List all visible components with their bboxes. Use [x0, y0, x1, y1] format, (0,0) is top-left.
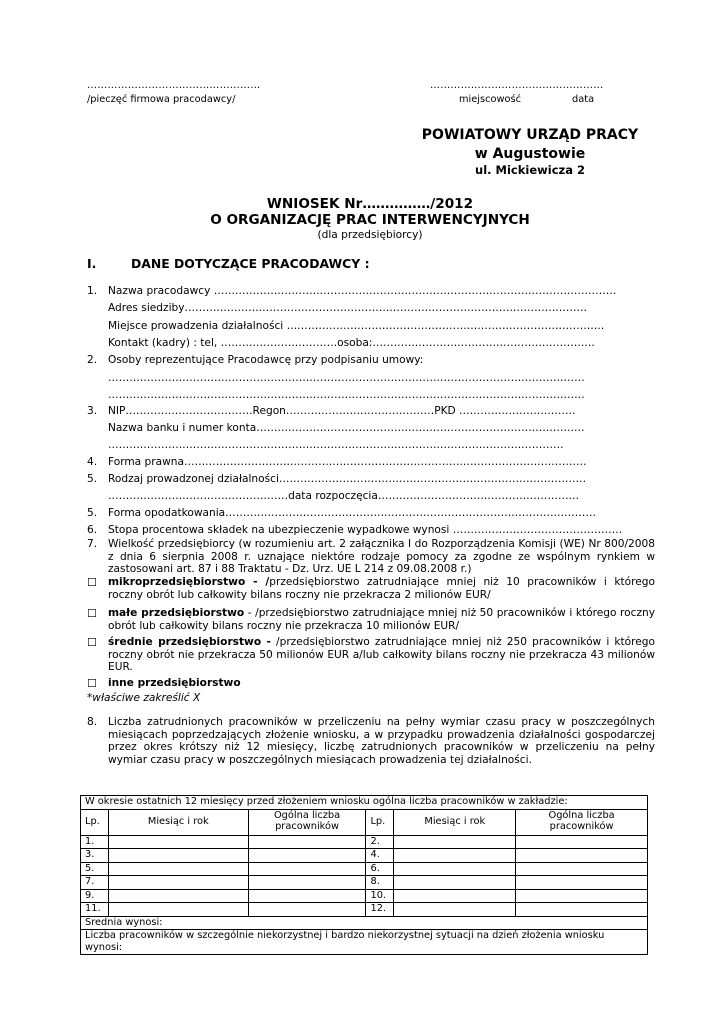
- micro-label: mikroprzedsiębiorstwo - /: [108, 576, 270, 588]
- micro-text: przedsiębiorstwo zatrudniające mniej niż 10 pracowników i którego roczny obrót lub całkowity bilans roczny nie przekracza 2 milionów EUR/: [108, 576, 656, 601]
- stamp-dots: ……………………………………………: [87, 80, 261, 91]
- item-number: 2.: [87, 354, 98, 366]
- header-total-2: Ogólna liczba pracowników: [516, 809, 648, 835]
- total-cell[interactable]: [248, 876, 366, 890]
- total-cell[interactable]: [516, 835, 648, 849]
- row-lp: 7.: [81, 876, 109, 890]
- month-cell[interactable]: [108, 876, 248, 890]
- form-audience: (dla przedsiębiorcy): [317, 229, 423, 241]
- total-cell[interactable]: [248, 862, 366, 876]
- header-lp-2: Lp.: [366, 809, 394, 835]
- disadvantaged-row[interactable]: Liczba pracowników w szczególnie niekorzystnej i bardzo niekorzystnej sytuacji na dzień złożenia wniosku wynosi:: [81, 930, 648, 955]
- row-lp: 3.: [81, 849, 109, 863]
- header-lp: Lp.: [81, 809, 109, 835]
- item-number: 6.: [87, 524, 98, 536]
- item-number: 4.: [87, 456, 98, 468]
- month-cell[interactable]: [108, 835, 248, 849]
- small-text: - /przedsiębiorstwo zatrudniające mniej niż 50 pracowników i którego roczny obrót lub całkowity bilans roczny nie przekracza 10 milionów EUR/: [108, 607, 656, 632]
- total-cell[interactable]: [248, 849, 366, 863]
- selection-note: *właściwe zakreślić X: [87, 692, 201, 704]
- table-row: [81, 889, 648, 903]
- representatives-field[interactable]: ………………………………………………………………………………………………………………………: [108, 372, 585, 384]
- small-checkbox[interactable]: ☐: [87, 607, 97, 620]
- medium-text: /przedsiębiorstwo zatrudniające mniej niż 250 pracowników i którego roczny obrót nie przekracza 50 milionów EUR a/lub całkowity bilans roczny nie przekracza 43 milionów EUR.: [108, 636, 655, 674]
- office-street: ul. Mickiewicza 2: [475, 163, 585, 177]
- month-cell[interactable]: [394, 889, 516, 903]
- row-lp: 8.: [366, 876, 394, 890]
- month-cell[interactable]: [108, 903, 248, 917]
- section-number: I.: [87, 256, 97, 271]
- form-title: WNIOSEK Nr……………/2012: [266, 196, 474, 212]
- company-size-description: Wielkość przedsiębiorcy (w rozumieniu art. 2 załącznika I do Rozporządzenia Komisji (WE) Nr 800/2008 z dnia 6 sierpnia 2008 r. uznające niektóre rodzaje pomocy za zgodne ze wspólnym rynkiem w zastosowani art. 87 i 88 Traktatu - Dz. Urz. UE L 214 z 09.08.2008 r.): [108, 538, 655, 576]
- total-cell[interactable]: [516, 862, 648, 876]
- total-cell[interactable]: [248, 835, 366, 849]
- legal-form-field[interactable]: Forma prawna……………………………………………………………………………………………………: [108, 456, 587, 468]
- nip-regon-pkd-field[interactable]: NIP………………………………Regon……………………………………PKD ……………………………: [108, 405, 576, 417]
- total-cell[interactable]: [516, 889, 648, 903]
- representatives-field-2[interactable]: ………………………………………………………………………………………………………………………: [108, 389, 585, 401]
- row-lp: 11.: [81, 903, 109, 917]
- other-checkbox[interactable]: ☐: [87, 677, 97, 690]
- total-cell[interactable]: [516, 903, 648, 917]
- row-lp: 6.: [366, 862, 394, 876]
- place-date-dots: ……………………………………………: [430, 80, 604, 91]
- table-row: [81, 876, 648, 890]
- header-total: Ogólna liczba pracowników: [248, 809, 366, 835]
- month-cell[interactable]: [108, 849, 248, 863]
- month-cell[interactable]: [108, 889, 248, 903]
- header-month: Miesiąc i rok: [108, 809, 248, 835]
- accident-insurance-field[interactable]: Stopa procentowa składek na ubezpieczenie wypadkowe wynosi …………………………………………: [108, 524, 623, 536]
- row-lp: 2.: [366, 835, 394, 849]
- row-lp: 9.: [81, 889, 109, 903]
- place-label: miejscowość: [459, 94, 521, 105]
- table-row: [81, 835, 648, 849]
- start-date-field[interactable]: ……………………………………………data rozpoczęcia…………………………………………………: [108, 490, 580, 502]
- total-cell[interactable]: [516, 876, 648, 890]
- row-lp: 12.: [366, 903, 394, 917]
- table-caption: W okresie ostatnich 12 miesięcy przed złożeniem wniosku ogólna liczba pracowników w zakładzie:: [81, 796, 648, 810]
- row-lp: 1.: [81, 835, 109, 849]
- month-cell[interactable]: [108, 862, 248, 876]
- item-number: 7.: [87, 538, 98, 550]
- office-city: w Augustowie: [474, 146, 586, 162]
- stamp-label: /pieczęć firmowa pracodawcy/: [87, 94, 236, 105]
- employees-description: Liczba zatrudnionych pracowników w przeliczeniu na pełny wymiar czasu pracy w poszczególnych miesiącach poprzedzających złożenie wniosku, a w przypadku prowadzenia działalności gospodarczej przez okres krótszy niż 12 miesięcy, liczbę zatrudnionych pracowników w przeliczeniu na pełny wymiar czasu pracy w poszczególnych miesiącach prowadzenia tej działalności.: [108, 716, 655, 767]
- medium-option: [108, 636, 655, 674]
- table-row: [81, 849, 648, 863]
- month-cell[interactable]: [394, 903, 516, 917]
- month-cell[interactable]: [394, 876, 516, 890]
- total-cell[interactable]: [248, 889, 366, 903]
- total-cell[interactable]: [516, 849, 648, 863]
- month-cell[interactable]: [394, 835, 516, 849]
- item-number: 5.: [87, 507, 98, 519]
- bank-account-field[interactable]: Nazwa banku i numer konta…………………………………………………………………………………: [108, 422, 585, 434]
- business-location-field[interactable]: Miejsce prowadzenia działalności ………………………………………………………………………………: [108, 320, 605, 332]
- small-label: małe przedsiębiorstwo: [108, 607, 245, 619]
- taxation-field[interactable]: Forma opodatkowania……………………………………………………………………………………………: [108, 507, 596, 519]
- month-cell[interactable]: [394, 862, 516, 876]
- business-type-field[interactable]: Rodzaj prowadzonej działalności……………………………………………………………………………: [108, 473, 587, 485]
- micro-checkbox[interactable]: ☐: [87, 576, 97, 589]
- section-title: DANE DOTYCZĄCE PRACODAWCY :: [131, 256, 370, 271]
- form-subject: O ORGANIZACJĘ PRAC INTERWENCYJNYCH: [210, 212, 530, 228]
- average-row[interactable]: Średnia wynosi:: [81, 916, 648, 930]
- item-number: 5.: [87, 473, 98, 485]
- header-month-2: Miesiąc i rok: [394, 809, 516, 835]
- office-name: POWIATOWY URZĄD PRACY: [421, 127, 639, 143]
- row-lp: 5.: [81, 862, 109, 876]
- item-number: 1.: [87, 285, 98, 297]
- item-number: 8.: [87, 716, 98, 728]
- row-lp: 10.: [366, 889, 394, 903]
- date-label: data: [572, 94, 595, 105]
- address-field[interactable]: Adres siedziby……………………………………………………………………………………………………: [108, 302, 588, 314]
- row-lp: 4.: [366, 849, 394, 863]
- medium-checkbox[interactable]: ☐: [87, 636, 97, 649]
- bank-account-field-2[interactable]: …………………………………………………………………………………………………………………: [108, 439, 564, 451]
- contact-field[interactable]: Kontakt (kadry) : tel, ……………………………osoba:………………………………………………………: [108, 337, 595, 349]
- micro-option: [108, 576, 655, 601]
- other-label: inne przedsiębiorstwo: [108, 677, 241, 689]
- month-cell[interactable]: [394, 849, 516, 863]
- representatives-label: Osoby reprezentujące Pracodawcę przy podpisaniu umowy:: [108, 354, 424, 366]
- small-option: [108, 607, 655, 632]
- table-row: [81, 903, 648, 917]
- medium-label: średnie przedsiębiorstwo -: [108, 636, 271, 648]
- employees-table: [80, 795, 648, 955]
- table-row: [81, 862, 648, 876]
- item-number: 3.: [87, 405, 98, 417]
- total-cell[interactable]: [248, 903, 366, 917]
- employer-name-field[interactable]: Nazwa pracodawcy ……………………………………………………………………………………………………: [108, 285, 617, 297]
